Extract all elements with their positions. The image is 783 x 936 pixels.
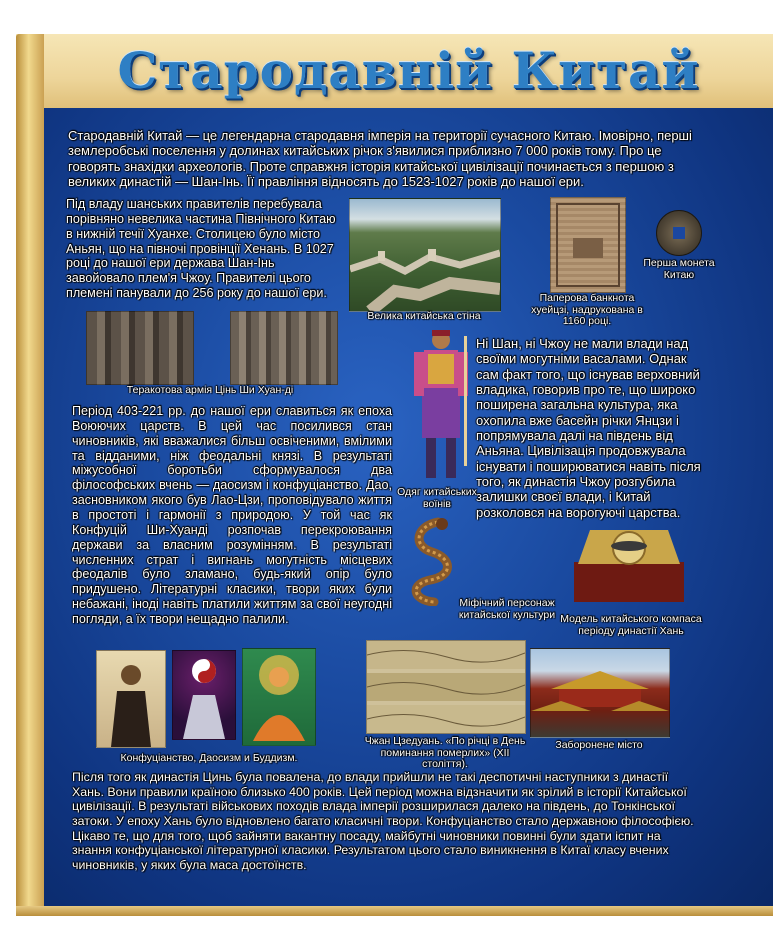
laozi-image (172, 650, 236, 740)
terracotta-army-image-2 (230, 311, 338, 385)
warrior-caption: Одяг китайських воїнів (397, 486, 477, 510)
scroll-painting-image (366, 640, 526, 734)
religions-caption: Конфуціанство, Даосизм и Буддизм. (120, 752, 298, 764)
terracotta-caption: Теракотова армія Цінь Ши Хуан-ді (126, 384, 294, 396)
coin-caption: Перша монета Китаю (643, 257, 715, 281)
dragon-image (398, 516, 468, 606)
terracotta-army-image-1 (86, 311, 194, 385)
great-wall-caption: Велика китайська стіна (367, 310, 481, 322)
page-title: Стародавній Китай (117, 41, 700, 100)
han-paragraph: Після того як династія Цинь була повалена, до влади прийшли не такі деспотичні наступники з династії Хань. Вони правили країною близько 400 років. Цей період можна відзначити як зрілий в історії Китайської цивілізації. В результаті військових походів влада імперії розширилася далеко на південь, до Тонкінської затоки. У епоху Хань було відновлено багато класичні твори. Конфуціанство стало державною філософією. Цікаво те, що для того, щоб зайняти вакантну посаду, майбутні чиновники повинні були здати іспит на знання конфуціанської літературної класики. Результатом цього стало виникнення в Китаї класу вчених чиновників, у яких була маса достоїнств. (72, 770, 694, 872)
compass-model-image (568, 518, 690, 606)
forbidden-city-image (530, 648, 670, 738)
dragon-caption: Міфічний персонаж китайської культури (458, 597, 556, 621)
ancient-coin-image (656, 210, 702, 256)
zhou-paragraph: Ні Шан, ні Чжоу не мали влади над своїми могутніми васалами. Однак сам факт того, що існував верховний владика, говорив про те, що широко поширена загальна культура, яка охопила вже басейн річки Янцзи і попрямувала далі на південь від Аньяна. Цивілізація продовжувала існувати і поширюватися навіть після того, як династія Чжоу розгубила залишки своєї влади, і Китай розколовся на ворогуючі царства. (476, 336, 701, 520)
left-gold-border (16, 34, 44, 914)
banknote-image (550, 197, 626, 293)
forbidden-city-caption: Заборонене місто (555, 739, 643, 751)
banknote-caption: Паперова банкнота хуейцзі, надрукована в 1160 році. (531, 292, 643, 328)
compass-caption: Модель китайського компаса періоду династії Хань (560, 613, 702, 637)
scroll-caption: Чжан Цзедуань. «По річці в День поминання померлих» (XII століття). (364, 735, 526, 771)
shang-paragraph: Під владу шанських правителів перебувала порівняно невелика частина Північного Китаю в нижній течії Хуанхе. Столицею було місто Аньян, що на півночі провінції Хенань. В 1027 році до нашої ери держава Шан-Інь завойовало плем'я Чжоу. Правителі цього племені панували до 256 року до нашої ери. (66, 197, 336, 301)
warring-states-paragraph: Період 403-221 рр. до нашої ери славиться як епоха Воюючих царств. В цей час посилився стан чиновників, які вважалися більш освіченими, вмілими та відданими, ніж феодальні князі. В результаті міжусобної боротьби сформувалося два філософських вчень — даосизм і конфуціанство. Дао, засновником якого був Лао-Цзи, проповідувало життя в простоті і гармонії з природою. У той час як Конфуцій Ши-Хуанді розпочав перекроювання держави за власним розумінням. В результаті численних страт і вигнань могутність місцевих феодалів було зламано, будь-який опір було придушено. Літературні класики, твори яких були небажані, іноді навіть платили життям за свої неугодні погляди, а їх твори нещадно палили. (72, 404, 392, 627)
confucius-image (96, 650, 166, 748)
buddha-image (242, 648, 316, 746)
intro-paragraph: Стародавній Китай — це легендарна стародавня імперія на території сучасного Китаю. Імовірно, перші землеробські поселення у долинах китайських річок з'явилися приблизно 7 000 років тому. Про це говорять знахідки археологів. Проте справжня історія китайської цивілізації починається з першою з великих династій — Шан-Інь. Її правління відносять до 1523-1027 років до нашої ери. (68, 128, 692, 189)
great-wall-image (349, 198, 501, 312)
bottom-gold-border (16, 906, 773, 916)
warrior-figure-image (408, 326, 474, 486)
